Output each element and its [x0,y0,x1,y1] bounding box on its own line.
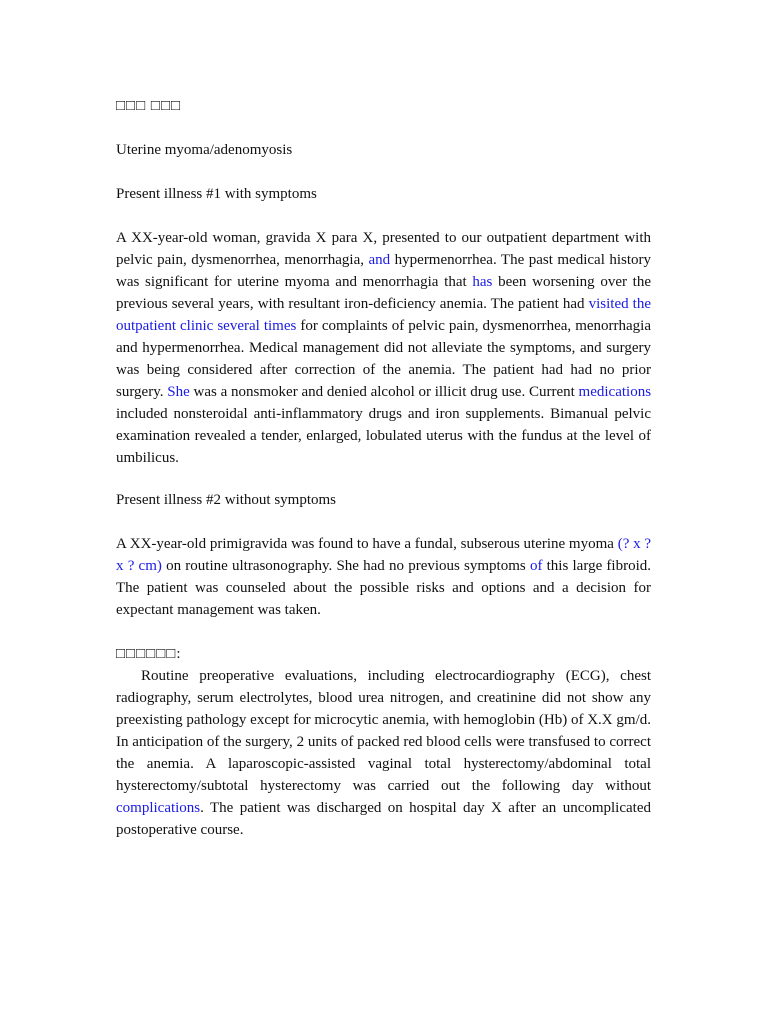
text-run: on routine ultrasonography. She had no previous symptoms [166,558,526,574]
highlighted-text: medications [578,384,652,400]
text-run: this large fibroid. The patient was counseled about the possible risks and options and a decision for expectant management was taken. [116,558,651,618]
text-run: been worsening over the previous several years, with resultant iron-deficiency anemia. The patient had [116,274,652,312]
illness1-paragraph [116,227,651,469]
text-run: . The patient was discharged on hospital day X after an uncomplicated postoperative course. [116,800,651,838]
highlighted-text: has [472,274,493,290]
illness1-heading-text: Present illness #1 with symptoms [116,186,317,202]
text-run: included nonsteroidal anti-inflammatory drugs and iron supplements. Bimanual pelvic examination revealed a tender, enlarged, lobulated uterus with the fundus at the level of umbilicus. [116,406,651,466]
heading-text: □□□ □□□ [116,98,182,114]
course-heading [116,643,651,665]
highlighted-text: complications [116,800,201,816]
highlighted-text: She [167,384,190,400]
course-heading-text: □□□□□□: [116,646,182,662]
illness2-paragraph [116,533,651,621]
highlighted-text: visited the outpatient clinic several times [116,296,651,334]
text-run: was a nonsmoker and denied alcohol or illicit drug use. Current [193,384,575,400]
course-paragraph [116,665,651,841]
document-title [116,139,651,161]
text-run: A XX-year-old primigravida was found to have a fundal, subserous uterine myoma [116,536,614,552]
section-heading-korean [116,95,651,117]
text-run: hypermenorrhea. The past medical history was significant for uterine myoma and menorrhagia that [116,252,652,290]
title-text: Uterine myoma/adenomyosis [116,142,293,158]
highlighted-text: (? x ? x ? cm) [116,536,652,574]
text-run: Routine preoperative evaluations, including electrocardiography (ECG), chest radiography, serum electrolytes, blood urea nitrogen, and creatinine did not show any preexisting pathology except for microcytic anemia, with hemoglobin (Hb) of X.X gm/d. In anticipation of the surgery, 2 units of packed red blood cells were transfused to correct the anemia. A laparoscopic-assisted vaginal total hysterectomy/abdominal total hysterectomy/subtotal hysterectomy was carried out the following day without [116,668,651,794]
text-run: A XX-year-old woman, gravida X para X, presented to our outpatient department with pelvic pain, dysmenorrhea, menorrhagia, [116,230,651,268]
illness2-heading [116,489,651,511]
highlighted-text: and [368,252,391,268]
highlighted-text: of [529,558,543,574]
illness2-heading-text: Present illness #2 without symptoms [116,492,337,508]
illness1-heading [116,183,651,205]
text-run: for complaints of pelvic pain, dysmenorrhea, menorrhagia and hypermenorrhea. Medical management did not alleviate the symptoms, and surgery was being considered after correction of the anemia. The patient had had no prior surgery. [116,318,651,400]
